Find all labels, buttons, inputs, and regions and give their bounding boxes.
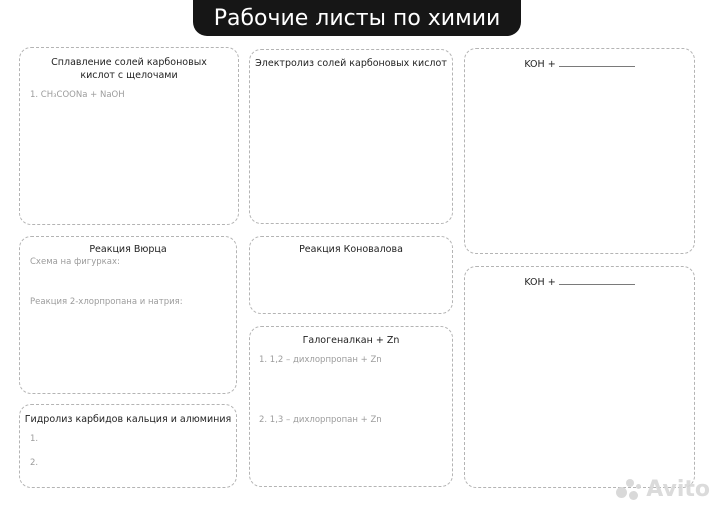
card-haloalkane-title: Галогеналкан + Zn [302,335,400,346]
card-electrolysis-title: Электролиз солей карбоновых кислот [255,58,447,69]
card-hydrolysis-title: Гидролиз карбидов кальция и алюминия [24,414,232,425]
card-koh-top-label: KOH + [524,59,556,70]
card-koh-top-heading [465,59,694,70]
card-fusion [19,47,239,225]
card-fusion-line-1: 1. CH₃COONa + NaOH [30,90,125,100]
card-koh-bottom-label: KOH + [524,277,556,288]
card-wurtz-line-1: Схема на фигурках: [30,257,120,267]
card-wurtz [19,236,237,394]
card-konovalov-title: Реакция Коновалова [299,244,403,255]
card-haloalkane-line-2: 2. 1,3 – дихлорпропан + Zn [259,415,382,425]
card-hydrolysis-line-2: 2. [30,458,39,468]
card-koh-bottom [464,266,695,488]
card-fusion-title: Сплавление солей карбоновых кислот с щелочами [51,57,207,81]
card-koh-top [464,48,695,254]
avito-watermark [616,477,710,502]
card-haloalkane-line-1: 1. 1,2 – дихлорпропан + Zn [259,355,382,365]
card-hydrolysis-line-1: 1. [30,434,39,444]
card-hydrolysis [19,404,237,488]
card-haloalkane [249,326,453,487]
card-konovalov [249,236,453,314]
card-koh-bottom-heading [465,277,694,288]
card-wurtz-title: Реакция Вюрца [89,244,167,255]
card-koh-top-blank[interactable] [559,65,635,67]
avito-watermark-text: Avito [646,477,710,502]
card-wurtz-line-2: Реакция 2-хлорпропана и натрия: [30,297,183,307]
avito-logo-icon [616,479,642,501]
card-electrolysis [249,49,453,224]
page-title-banner [193,0,521,36]
page-title: Рабочие листы по химии [213,5,501,31]
card-koh-bottom-blank[interactable] [559,283,635,285]
